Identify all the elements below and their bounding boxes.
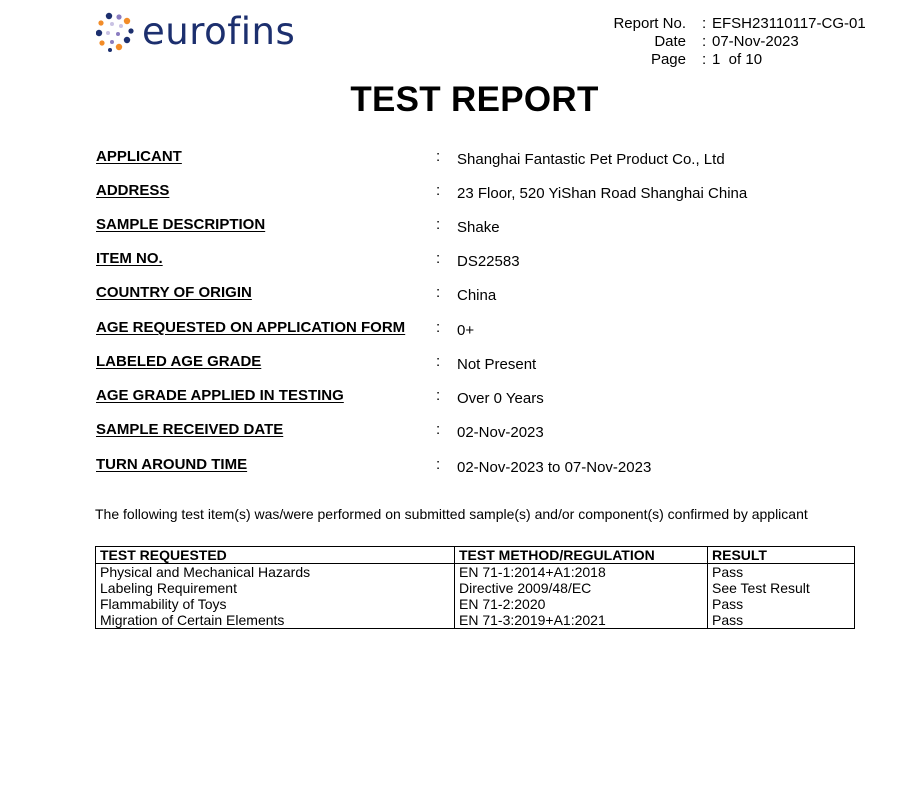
report-no-row — [600, 15, 866, 33]
date-separator: : — [702, 33, 707, 50]
table-row — [96, 612, 855, 629]
report-no-value: EFSH23110117-CG-01 — [712, 15, 866, 32]
page-value: 1 of 10 — [712, 51, 763, 68]
field-age-grade-applied — [96, 387, 796, 411]
report-no-label: Report No. — [613, 15, 686, 32]
field-label: SAMPLE DESCRIPTION — [96, 216, 266, 233]
cell-test-method: EN 71-3:2019+A1:2021 — [455, 612, 708, 629]
table-header-row — [96, 547, 855, 564]
field-value: DS22583 — [457, 253, 520, 270]
field-value: Shake — [457, 219, 500, 236]
field-label: APPLICANT — [96, 148, 182, 165]
field-value: Not Present — [457, 356, 537, 373]
report-no-separator: : — [702, 15, 707, 32]
field-sample-received-date — [96, 421, 796, 445]
table-row — [96, 580, 855, 596]
field-separator: : — [436, 319, 441, 336]
field-value: 0+ — [457, 322, 475, 339]
cell-test-method: Directive 2009/48/EC — [455, 580, 708, 596]
report-meta — [600, 15, 866, 69]
field-label: AGE GRADE APPLIED IN TESTING — [96, 387, 344, 404]
field-separator: : — [436, 284, 441, 301]
table-row — [96, 564, 855, 581]
cell-test-method: EN 71-1:2014+A1:2018 — [455, 564, 708, 581]
field-age-requested — [96, 319, 796, 343]
field-separator: : — [436, 421, 441, 438]
cell-test-requested: Flammability of Toys — [96, 596, 455, 612]
field-value: 23 Floor, 520 YiShan Road Shanghai China — [457, 185, 748, 202]
date-value: 07-Nov-2023 — [712, 33, 799, 50]
field-separator: : — [436, 216, 441, 233]
field-address — [96, 182, 796, 206]
cell-result: See Test Result — [708, 580, 855, 596]
field-label: TURN AROUND TIME — [96, 456, 248, 473]
cell-test-method: EN 71-2:2020 — [455, 596, 708, 612]
field-value: 02-Nov-2023 — [457, 424, 544, 441]
page-separator: : — [702, 51, 707, 68]
field-separator: : — [436, 148, 441, 165]
field-value: Shanghai Fantastic Pet Product Co., Ltd — [457, 151, 725, 168]
field-label: COUNTRY OF ORIGIN — [96, 284, 252, 301]
tests-table — [95, 546, 855, 629]
field-separator: : — [436, 182, 441, 199]
field-separator: : — [436, 353, 441, 370]
field-separator: : — [436, 387, 441, 404]
field-separator: : — [436, 250, 441, 267]
field-label: ADDRESS — [96, 182, 170, 199]
cell-result: Pass — [708, 564, 855, 581]
column-header-test-method: TEST METHOD/REGULATION — [455, 547, 708, 564]
field-label: ITEM NO. — [96, 250, 163, 267]
cell-test-requested: Physical and Mechanical Hazards — [96, 564, 455, 581]
cell-result: Pass — [708, 612, 855, 629]
field-separator: : — [436, 456, 441, 473]
column-header-test-requested: TEST REQUESTED — [96, 547, 455, 564]
table-row — [96, 596, 855, 612]
field-label: AGE REQUESTED ON APPLICATION FORM — [96, 319, 406, 336]
cell-test-requested: Labeling Requirement — [96, 580, 455, 596]
cell-result: Pass — [708, 596, 855, 612]
field-label: LABELED AGE GRADE — [96, 353, 262, 370]
field-value: Over 0 Years — [457, 390, 544, 407]
document-title: TEST REPORT — [350, 80, 599, 119]
brand-name: eurofins — [142, 9, 296, 53]
page-row — [600, 51, 866, 69]
tests-intro-text: The following test item(s) was/were performed on submitted sample(s) and/or component(s) confirmed by applicant — [95, 506, 808, 522]
eurofins-logo — [96, 9, 296, 53]
field-item-no — [96, 250, 796, 274]
field-value: China — [457, 287, 497, 304]
field-label: SAMPLE RECEIVED DATE — [96, 421, 284, 438]
column-header-result: RESULT — [708, 547, 855, 564]
field-country-of-origin — [96, 284, 796, 308]
field-labeled-age-grade — [96, 353, 796, 377]
field-turn-around-time — [96, 456, 796, 480]
page-label: Page — [650, 51, 686, 68]
eurofins-dots-icon — [96, 12, 136, 52]
field-applicant — [96, 148, 796, 172]
date-row — [600, 33, 866, 51]
cell-test-requested: Migration of Certain Elements — [96, 612, 455, 629]
field-sample-description — [96, 216, 796, 240]
field-value: 02-Nov-2023 to 07-Nov-2023 — [457, 459, 652, 476]
date-label: Date — [654, 33, 686, 50]
